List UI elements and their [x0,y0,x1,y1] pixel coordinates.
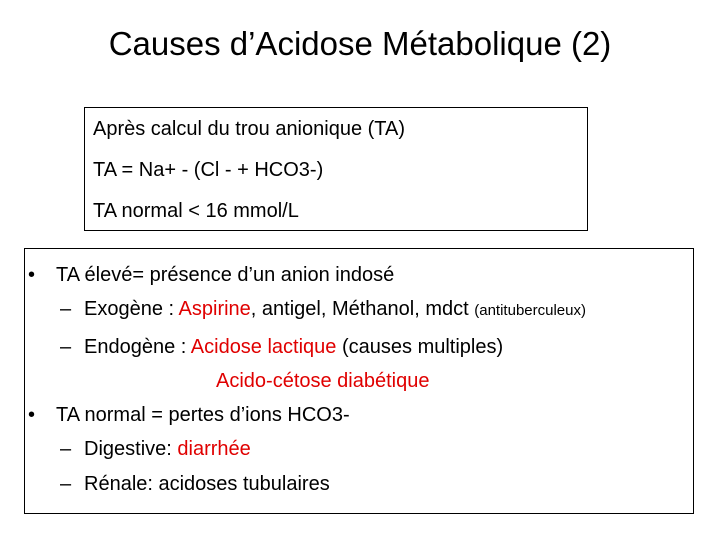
exogene-aspirine: Aspirine [178,298,251,320]
dash-marker: – [60,298,72,320]
page-title: Causes d’Acidose Métabolique (2) [108,25,612,62]
anion-gap-normal: TA normal < 16 mmol/L [93,200,299,222]
anion-gap-box [84,107,588,231]
list-subitem-renale [60,471,330,497]
list-subitem-digestive [60,436,251,462]
endogene-label: Endogène : [84,336,191,358]
exogene-label: Exogène : [84,298,179,320]
exogene-rest: , antigel, Méthanol, mdct [250,298,475,320]
anion-gap-formula: TA = Na+ - (Cl - + HCO3-) [93,159,324,181]
endogene-cetose: Acido-cétose diabétique [216,370,430,392]
normal-gap-text: TA normal = pertes d’ions HCO3- [56,404,350,426]
anion-gap-intro: Après calcul du trou anionique (TA) [93,118,406,140]
list-subitem-exogene [60,296,586,324]
bullet-marker: • [28,264,36,286]
list-item-high-gap [28,262,394,288]
dash-marker: – [60,336,72,358]
endogene-rest: (causes multiples) [336,336,504,358]
digestive-label: Digestive: [84,438,178,460]
bullet-marker: • [28,404,36,426]
endogene-lactic: Acidose lactique [190,336,337,358]
renale-text: Rénale: acidoses tubulaires [84,473,330,495]
dash-marker: – [60,473,72,495]
exogene-note: (antituberculeux) [474,302,586,319]
list-subitem-endogene [60,334,503,360]
high-gap-text: TA élevé= présence d’un anion indosé [56,264,395,286]
dash-marker: – [60,438,72,460]
list-subitem-endogene-2 [216,368,429,394]
list-item-normal-gap [28,402,350,428]
digestive-diarrhee: diarrhée [177,438,251,460]
